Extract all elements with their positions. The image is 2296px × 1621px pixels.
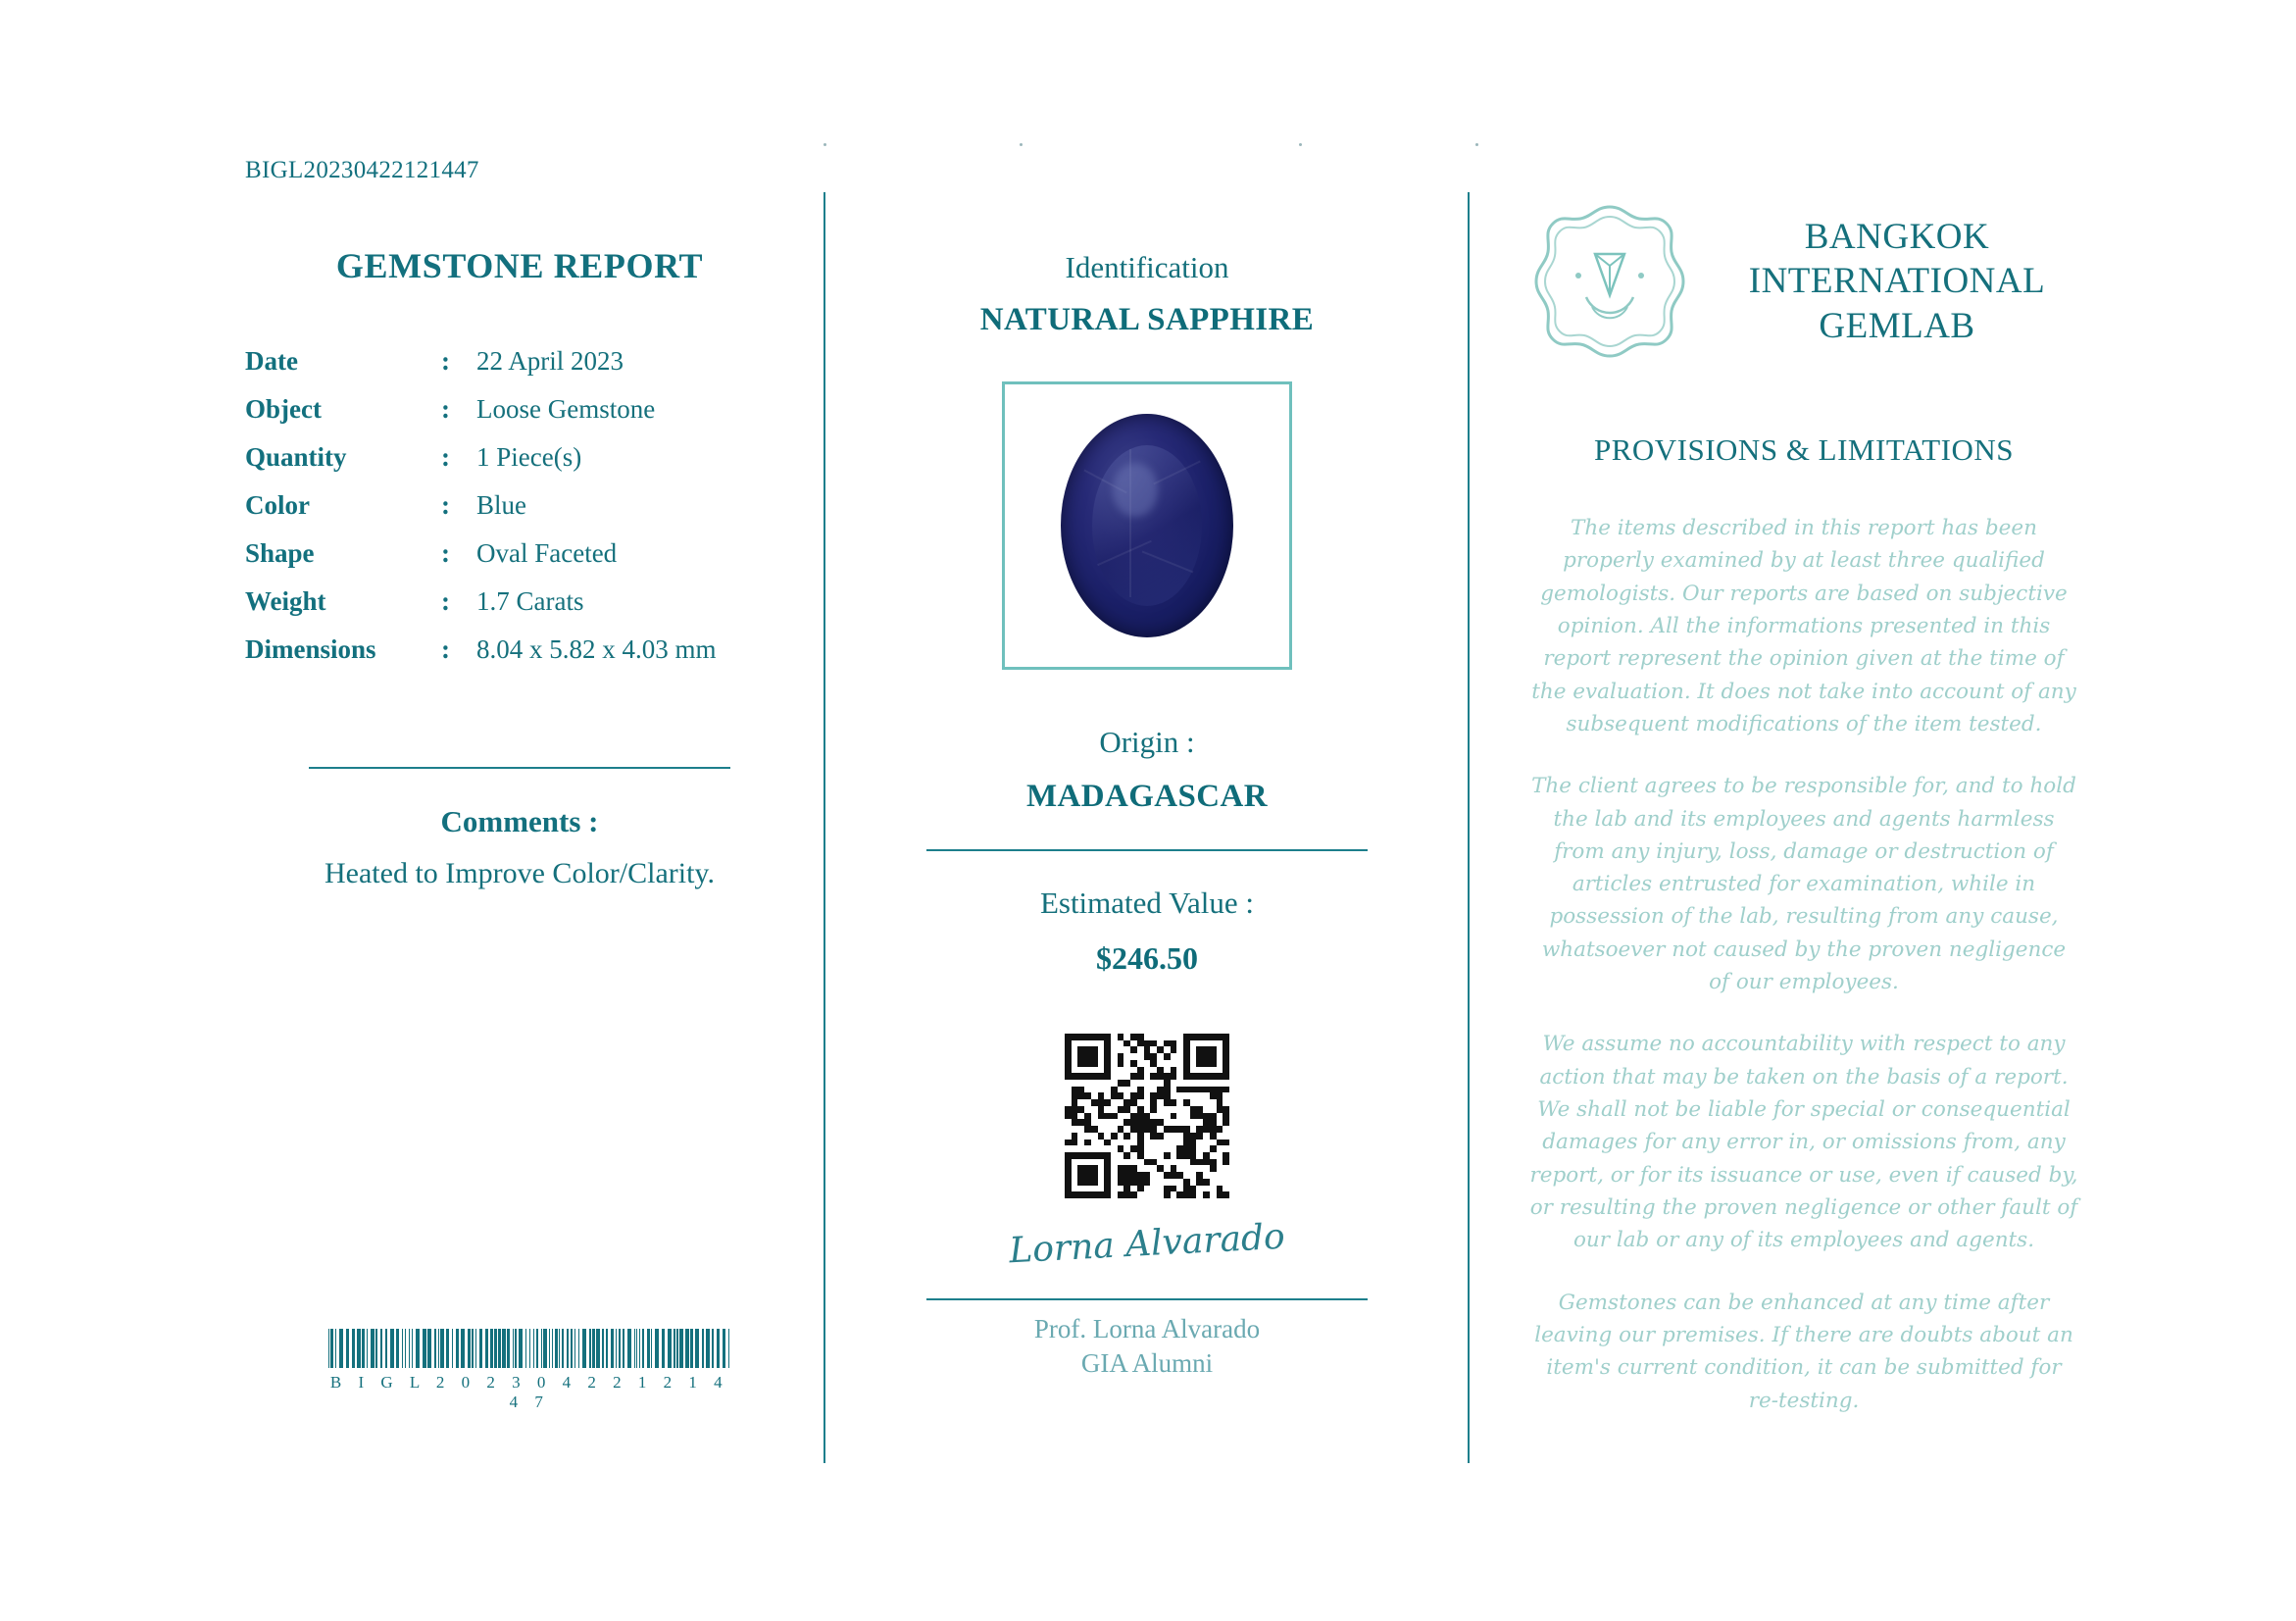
- brand-header: [1529, 201, 2078, 362]
- gemstone-spec-table: [245, 337, 794, 674]
- signer-name: Prof. Lorna Alvarado: [1033, 1314, 1261, 1343]
- origin-value: MADAGASCAR: [1026, 779, 1268, 814]
- gemstone-photo-frame: [1002, 381, 1292, 670]
- provisions-paragraph: The client agrees to be responsible for, and to hold the lab and its employees and agents harmless from any injury, loss, damage or destruction of articles entrusted for examination, while in possession of the lab, resulting from any cause, whatsoever not caused by the proven negligence of our employees.: [1531, 774, 2076, 995]
- spec-row: [245, 337, 794, 385]
- column-divider-left: [824, 192, 825, 1463]
- gemlab-logo-icon: [1529, 201, 1690, 362]
- spec-colon: :: [441, 442, 450, 472]
- column-divider-right: [1468, 192, 1470, 1463]
- signer-title: GIA Alumni: [1080, 1348, 1214, 1378]
- spec-row: [245, 385, 794, 433]
- signature-block: [926, 1216, 1368, 1300]
- middle-divider: [926, 849, 1368, 851]
- barcode-bars: [324, 1329, 735, 1368]
- spec-label: Date: [245, 346, 298, 376]
- spec-value: Blue: [476, 490, 526, 520]
- qr-code[interactable]: [1065, 1034, 1229, 1198]
- provisions-paragraph: The items described in this report has been properly examined by at least three qualified gemologists. Our reports are based on subjective opinion. All the informations presented in this report represent the opinion given at the time of the evaluation. It does not take into account of any subsequent modifications of the item tested.: [1531, 516, 2076, 736]
- spec-colon: :: [441, 634, 450, 664]
- spec-colon: :: [441, 586, 450, 616]
- estimated-value-label: Estimated Value :: [1039, 886, 1255, 920]
- right-column: [1529, 201, 2078, 1446]
- brand-line-3: GEMLAB: [1819, 305, 1975, 346]
- estimated-value: $246.50: [1096, 940, 1198, 976]
- spec-colon: :: [441, 538, 450, 568]
- spec-value: Oval Faceted: [476, 538, 618, 568]
- spec-value: 22 April 2023: [476, 346, 624, 376]
- spec-value: 1.7 Carats: [476, 586, 584, 616]
- spec-value: 8.04 x 5.82 x 4.03 mm: [476, 634, 717, 664]
- comments-title: Comments :: [440, 804, 599, 838]
- provisions-body: [1529, 512, 2078, 1417]
- spec-value: 1 Piece(s): [476, 442, 582, 472]
- report-id: BIGL20230422121447: [245, 157, 479, 183]
- spec-row: [245, 481, 794, 530]
- crop-mark-dot: [1299, 143, 1302, 146]
- identification-value: NATURAL SAPPHIRE: [979, 302, 1315, 337]
- spec-colon: :: [441, 346, 450, 376]
- spec-label: Weight: [245, 586, 326, 616]
- spec-label: Color: [245, 490, 310, 520]
- brand-line-1: BANGKOK: [1804, 217, 1990, 258]
- identification-label: Identification: [1065, 250, 1229, 284]
- spec-value: Loose Gemstone: [476, 394, 656, 424]
- barcode-text: B I G L 2 0 2 3 0 4 2 2 1 2 1 4 4 7: [329, 1373, 729, 1411]
- spec-row: [245, 626, 794, 674]
- provisions-paragraph: Gemstones can be enhanced at any time after leaving our premises. If there are doubts about an item's current condition, it can be submitted for re-testing.: [1534, 1290, 2073, 1413]
- origin-label: Origin :: [1099, 725, 1195, 759]
- comments-text: Heated to Improve Color/Clarity.: [324, 857, 715, 889]
- crop-mark-dot: [1475, 143, 1478, 146]
- spec-label: Quantity: [245, 442, 347, 472]
- spec-label: Dimensions: [245, 634, 376, 664]
- left-divider: [309, 767, 730, 769]
- signature-script: Lorna Alvarado: [1008, 1216, 1286, 1272]
- spec-label: Shape: [245, 538, 315, 568]
- page-title: GEMSTONE REPORT: [335, 246, 704, 285]
- spec-row: [245, 578, 794, 626]
- spec-row: [245, 433, 794, 481]
- brand-title: [1716, 215, 2078, 347]
- left-column: [245, 245, 794, 890]
- spec-label: Object: [245, 394, 322, 424]
- crop-mark-dot: [824, 143, 826, 146]
- signature-line: [926, 1298, 1368, 1300]
- middle-column: [882, 250, 1412, 1379]
- crop-mark-dot: [1020, 143, 1023, 146]
- spec-colon: :: [441, 490, 450, 520]
- spec-row: [245, 530, 794, 578]
- gemstone-image: [1061, 414, 1233, 637]
- brand-line-2: INTERNATIONAL: [1748, 261, 2046, 302]
- barcode: [324, 1329, 735, 1412]
- provisions-paragraph: We assume no accountability with respect to any action that may be taken on the basis of a report. We shall not be liable for special or consequential damages for any error in, or omissions from, any report, or for its issuance or use, even if caused by, or resulting the proven negligence or other fault of our lab or any of its employees and agents.: [1529, 1032, 2078, 1253]
- provisions-title: PROVISIONS & LIMITATIONS: [1593, 432, 2015, 467]
- spec-colon: :: [441, 394, 450, 424]
